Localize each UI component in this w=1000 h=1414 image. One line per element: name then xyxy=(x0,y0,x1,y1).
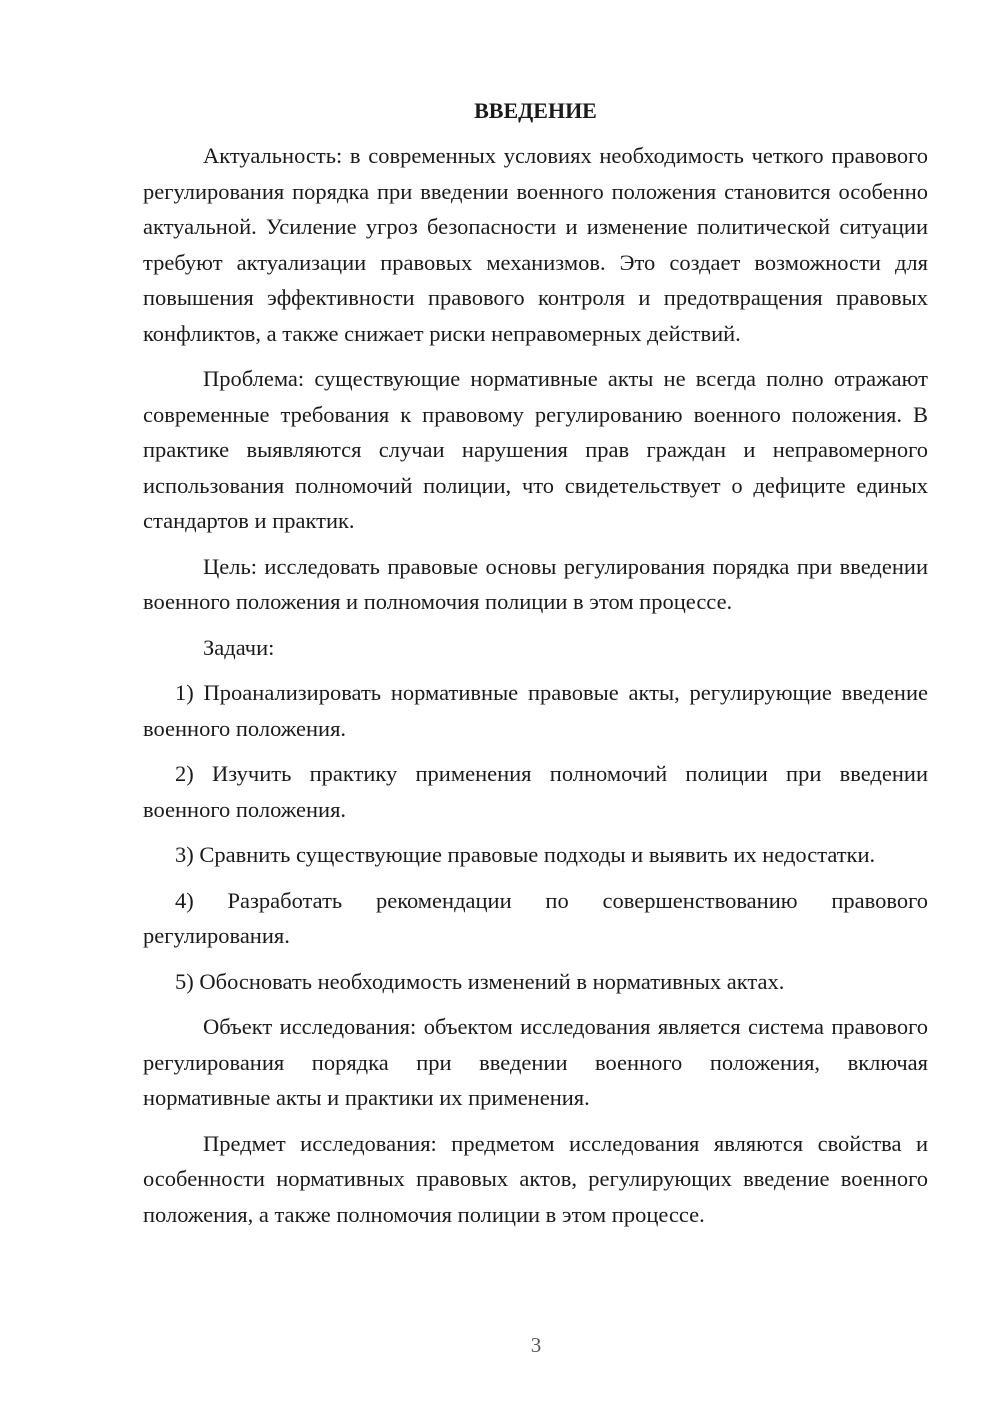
tasks-heading: Задачи: xyxy=(203,634,275,660)
task-item-5: 5) Обосновать необходимость изменений в нормативных актах. xyxy=(175,968,785,994)
relevance-paragraph: Актуальность: в современных условиях необходимость четкого правового регулирования порядка при введении военного положения становится особенно актуальной. Усиление угроз безопасности и изменение политической ситуации требуют актуализации правовых механизмов. Это создает возможности для повышения эффективности правового контроля и предотвращения правовых конфликтов, а также снижает риски неправомерных действий. xyxy=(143,143,928,346)
goal-paragraph: Цель: исследовать правовые основы регулирования порядка при введении военного положения и полномочия полиции в этом процессе. xyxy=(143,553,928,614)
task-item-2: 2) Изучить практику применения полномочий полиции при введении военного положения. xyxy=(143,761,928,822)
task-item-3: 3) Сравнить существующие правовые подходы и выявить их недостатки. xyxy=(175,842,876,867)
problem-paragraph: Проблема: существующие нормативные акты не всегда полно отражают современные требования к правовому регулированию военного положения. В практике выявляются случаи нарушения прав граждан и неправомерного использования полномочий полиции, что свидетельствует о дефиците единых стандартов и практик. xyxy=(143,366,928,533)
page-number: 3 xyxy=(530,1333,542,1357)
subject-paragraph: Предмет исследования: предметом исследования являются свойства и особенности нормативных правовых актов, регулирующих введение военного положения, а также полномочия полиции в этом процессе. xyxy=(143,1130,928,1227)
task-item-1: 1) Проанализировать нормативные правовые акты, регулирующие введение военного положения. xyxy=(143,680,928,741)
page-title: ВВЕДЕНИЕ xyxy=(474,98,597,123)
document-page xyxy=(143,96,928,1232)
object-paragraph: Объект исследования: объектом исследования является система правового регулирования порядка при введении военного положения, включая нормативные акты и практики их применения. xyxy=(143,1014,928,1110)
task-item-4: 4) Разработать рекомендации по совершенствованию правового регулирования. xyxy=(143,887,928,948)
